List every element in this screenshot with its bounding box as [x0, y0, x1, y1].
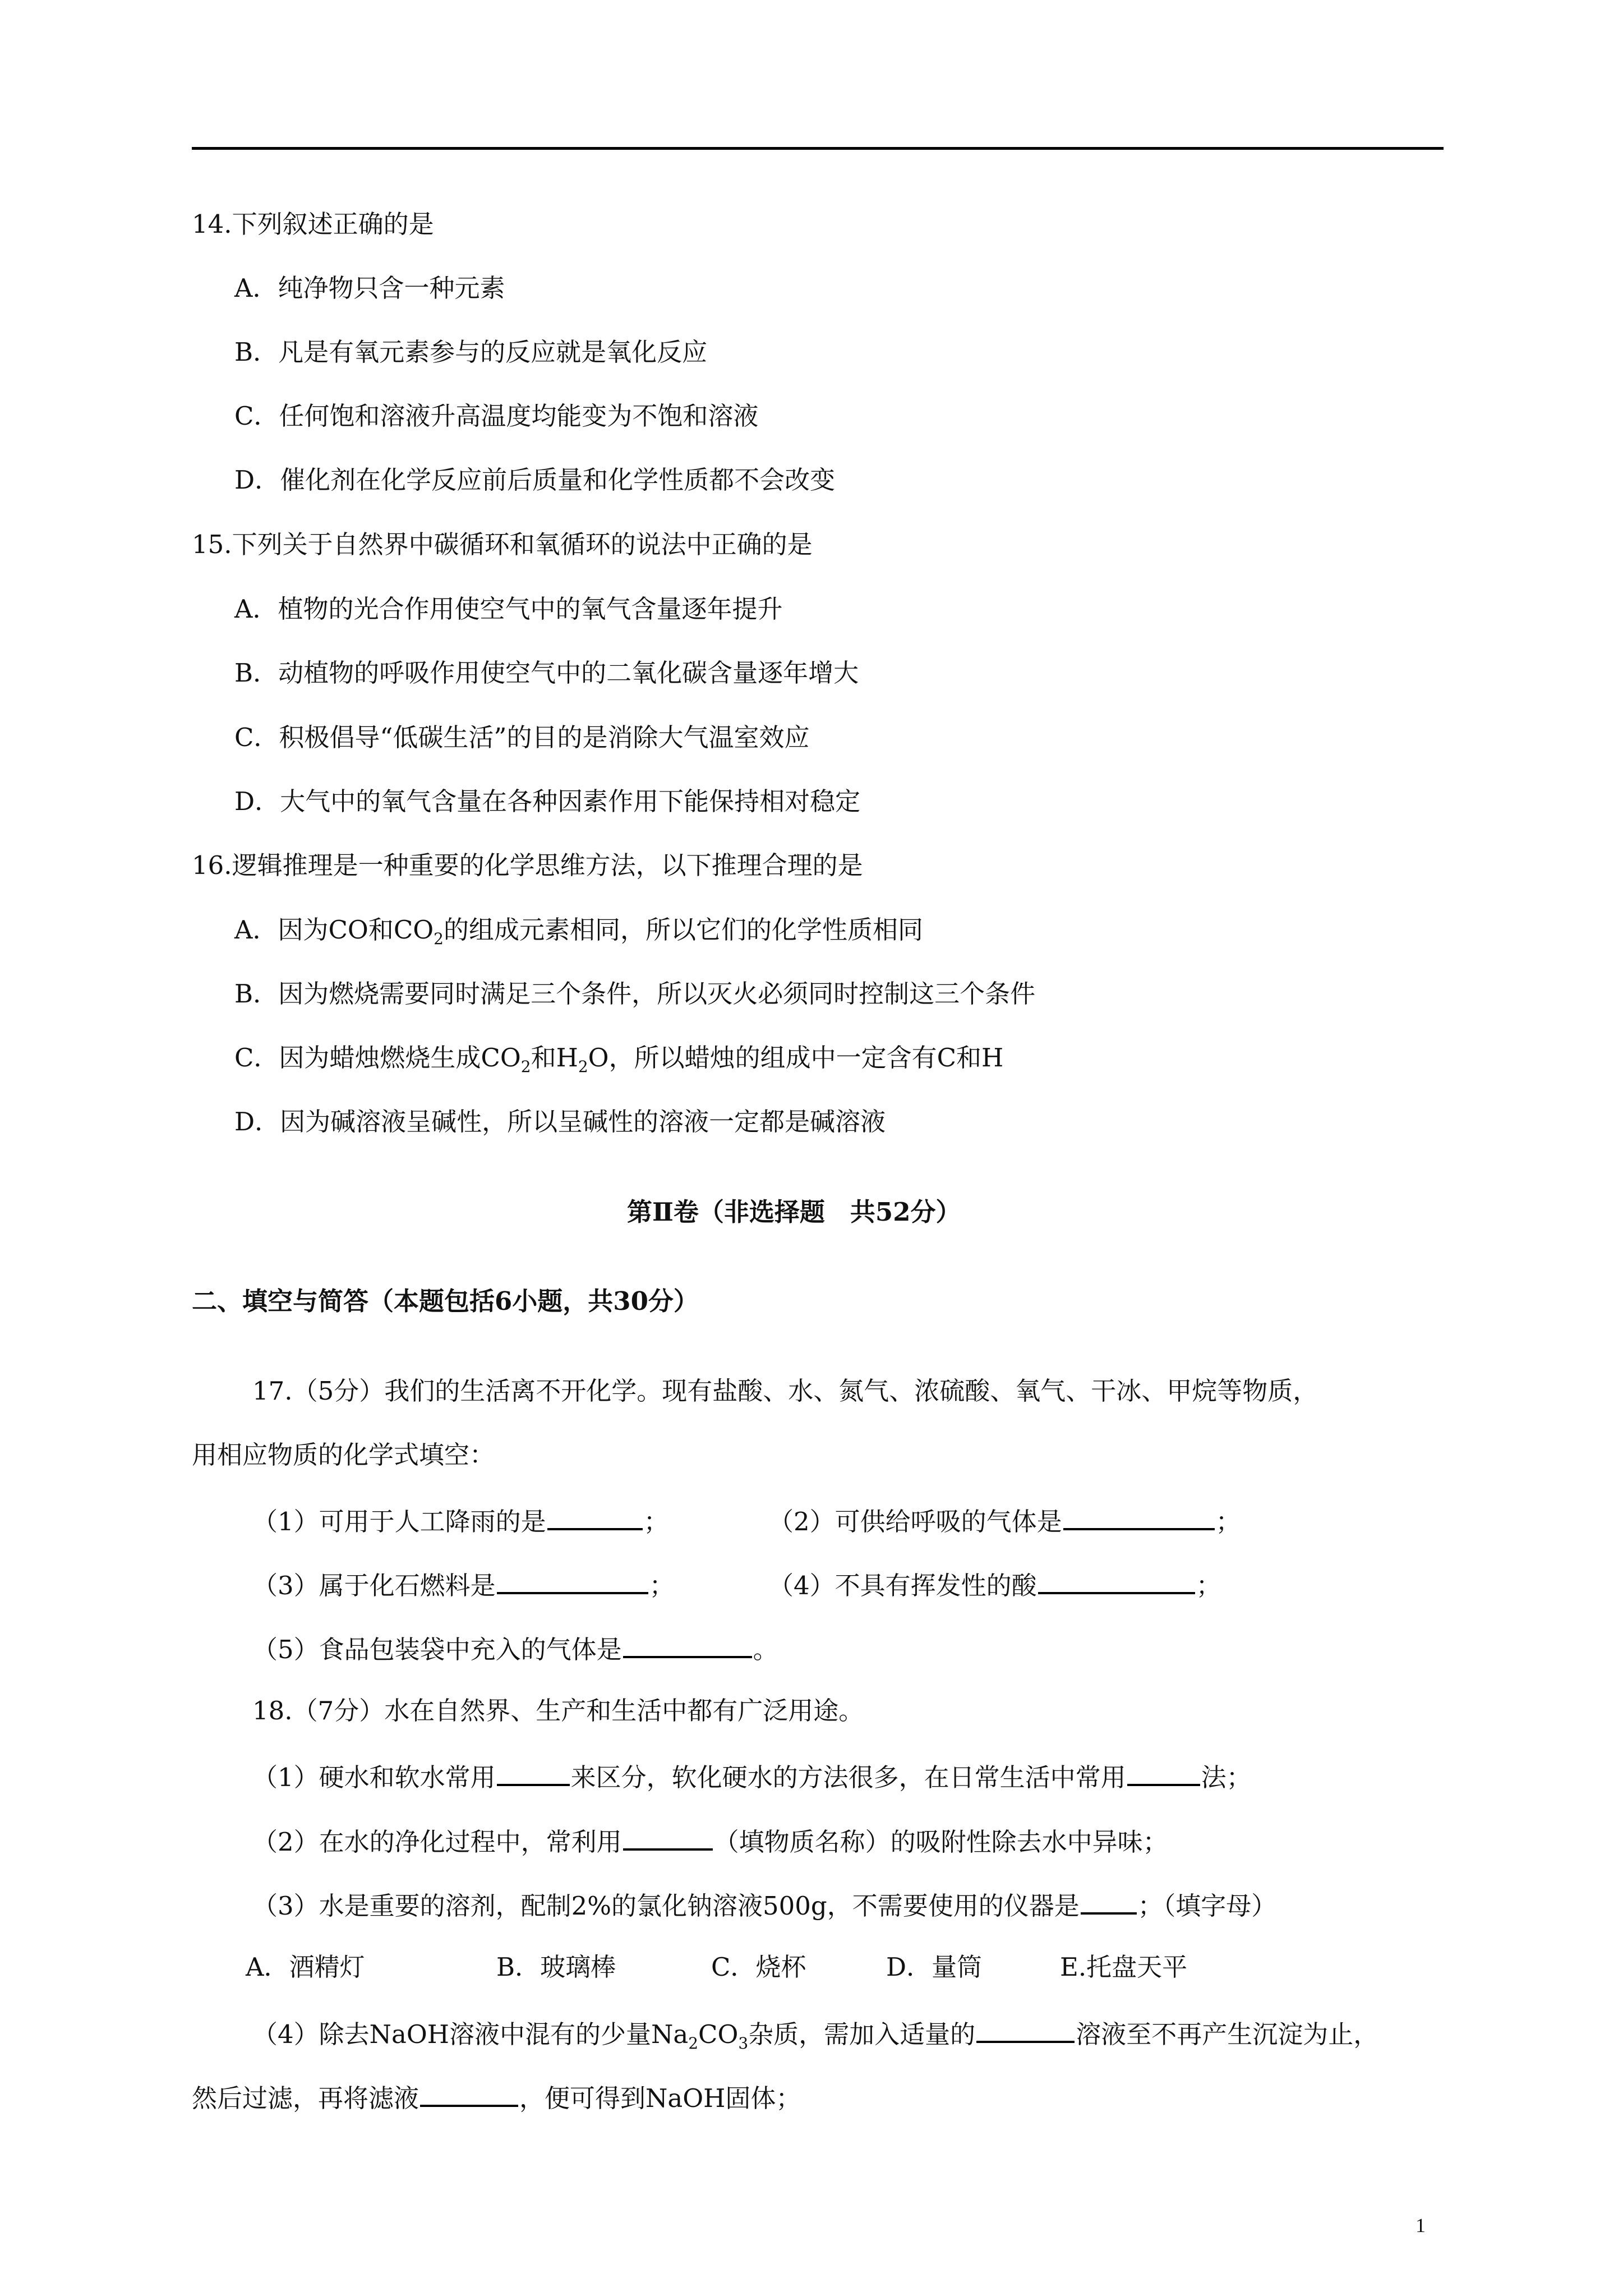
q18-part4-subscript-1: 2: [688, 2034, 699, 2053]
q14-option-a: A．纯净物只含一种元素: [234, 273, 505, 303]
q18-part1-text-b: 来区分，软化硬水的方法很多，在日常生活中常用: [570, 1763, 1126, 1792]
q17-part3: [252, 1566, 675, 1603]
q14-option-b: B．凡是有氧元素参与的反应就是氧化反应: [234, 337, 708, 367]
q17-part5-blank[interactable]: [623, 1630, 752, 1658]
q17-part4-text: （4）不具有挥发性的酸: [768, 1571, 1037, 1600]
q18-part4-text-c: 杂质，需加入适量的: [748, 2019, 976, 2049]
q18-part4-text-a: （4）除去NaOH溶液中混有的少量Na: [252, 2019, 689, 2049]
q18-part3-text-a: （3）水是重要的溶剂，配制2%的氯化钠溶液500g，不需要使用的仪器是: [252, 1891, 1080, 1921]
q18-part4-subscript-2: 3: [738, 2034, 749, 2053]
q16-option-c: [234, 1041, 1003, 1084]
q16-c-subscript-1: 2: [520, 1057, 531, 1076]
q16-option-a: [234, 913, 923, 956]
q18-part1-blank-2[interactable]: [1127, 1758, 1200, 1786]
part2-title: 第Ⅱ卷（非选择题 共52分）: [627, 1197, 961, 1227]
q17-stem-line2: 用相应物质的化学式填空：: [192, 1440, 495, 1470]
q14-stem: 14.下列叙述正确的是: [192, 209, 434, 239]
q16-stem: 16.逻辑推理是一种重要的化学思维方法，以下推理合理的是: [192, 850, 863, 880]
q18-part3-blank[interactable]: [1081, 1887, 1137, 1915]
q18-part1-blank-1[interactable]: [497, 1758, 570, 1786]
q15-option-d: D．大气中的氧气含量在各种因素作用下能保持相对稳定: [234, 786, 861, 816]
q16-option-d: D．因为碱溶液呈碱性，所以呈碱性的溶液一定都是碱溶液: [234, 1107, 886, 1137]
q18-part2: [252, 1823, 1168, 1859]
q18-part4-blank-1[interactable]: [976, 2015, 1075, 2043]
q15-option-a: A．植物的光合作用使空气中的氧气含量逐年提升: [234, 594, 783, 624]
header-rule: [192, 147, 1444, 150]
q17-part5-text: （5）食品包装袋中充入的气体是: [252, 1635, 622, 1664]
q15-option-b: B．动植物的呼吸作用使空气中的二氧化碳含量逐年增大: [234, 658, 859, 688]
q18-choice-b: B．玻璃棒: [496, 1952, 616, 1982]
q18-part4-blank-2[interactable]: [420, 2079, 518, 2107]
q17-stem-line1: 17.（5分）我们的生活离不开化学。现有盐酸、水、氮气、浓硫酸、氧气、干冰、甲烷等物质，: [252, 1376, 1318, 1406]
q17-part3-blank[interactable]: [497, 1566, 648, 1594]
q17-part3-text: （3）属于化石燃料是: [252, 1571, 496, 1600]
q18-part3-text-b: ；（填字母）: [1137, 1891, 1277, 1921]
q15-option-c: C．积极倡导“低碳生活”的目的是消除大气温室效应: [234, 723, 810, 752]
q18-part4-text-d: 溶液至不再产生沉淀为止，: [1076, 2019, 1379, 2049]
q18-choice-a: A．酒精灯: [246, 1952, 365, 1982]
q17-part3-end: ；: [649, 1571, 675, 1600]
q17-part2-blank[interactable]: [1063, 1502, 1215, 1530]
q17-part2-text: （2）可供给呼吸的气体是: [768, 1507, 1062, 1536]
q14-option-d: D．催化剂在化学反应前后质量和化学性质都不会改变: [234, 465, 836, 495]
q17-part4-blank[interactable]: [1038, 1566, 1195, 1594]
q17-part1: [252, 1502, 669, 1539]
q14-option-c: C．任何饱和溶液升高温度均能变为不饱和溶液: [234, 401, 759, 431]
q17-part2-end: ；: [1215, 1507, 1241, 1536]
q16-option-b: B．因为燃烧需要同时满足三个条件，所以灭火必须同时控制这三个条件: [234, 979, 1036, 1009]
q18-part4-text-f: ，便可得到NaOH固体；: [519, 2083, 801, 2113]
q18-choice-d: D．量筒: [886, 1952, 983, 1982]
q16-c-subscript-2: 2: [578, 1057, 588, 1076]
q15-stem: 15.下列关于自然界中碳循环和氧循环的说法中正确的是: [192, 530, 813, 559]
q17-part1-end: ；: [643, 1507, 669, 1536]
page-number: 1: [1415, 2214, 1426, 2237]
q16-a-text-2: 的组成元素相同，所以它们的化学性质相同: [443, 915, 923, 945]
q18-part4-line1: [252, 2015, 1378, 2060]
q18-part2-text-b: （填物质名称）的吸附性除去水中异味；: [713, 1827, 1168, 1857]
q16-c-text-2: 和H: [531, 1043, 578, 1073]
q18-choice-c: C．烧杯: [711, 1952, 806, 1982]
q18-part4-line2: [192, 2079, 801, 2115]
q17-part1-blank[interactable]: [547, 1502, 643, 1530]
section2-heading: 二、填空与简答（本题包括6小题，共30分）: [192, 1286, 699, 1316]
q17-part2: [768, 1502, 1241, 1539]
q18-part2-text-a: （2）在水的净化过程中，常利用: [252, 1827, 622, 1857]
q17-part5-end: 。: [753, 1635, 778, 1664]
q16-a-text-1: A．因为CO和CO: [234, 915, 434, 945]
q18-part4-text-e: 然后过滤，再将滤液: [192, 2083, 419, 2113]
q17-part4-end: ；: [1196, 1571, 1221, 1600]
q16-c-text-3: O，所以蜡烛的组成中一定含有C和H: [588, 1043, 1004, 1073]
q18-stem: 18.（7分）水在自然界、生产和生活中都有广泛用途。: [252, 1696, 864, 1726]
q18-part4-text-b: CO: [698, 2019, 739, 2049]
q17-part4: [768, 1566, 1221, 1603]
q18-part1: [252, 1758, 1252, 1795]
q16-a-subscript: 2: [434, 930, 444, 948]
q16-c-text-1: C．因为蜡烛燃烧生成CO: [234, 1043, 521, 1073]
q17-part5: [252, 1630, 778, 1667]
q18-part2-blank[interactable]: [623, 1823, 713, 1851]
q17-part1-text: （1）可用于人工降雨的是: [252, 1507, 546, 1536]
q18-part1-text-c: 法；: [1201, 1763, 1252, 1792]
q18-part1-text-a: （1）硬水和软水常用: [252, 1763, 496, 1792]
q18-part3: [252, 1887, 1276, 1923]
q18-choice-e: E.托盘天平: [1060, 1952, 1188, 1982]
